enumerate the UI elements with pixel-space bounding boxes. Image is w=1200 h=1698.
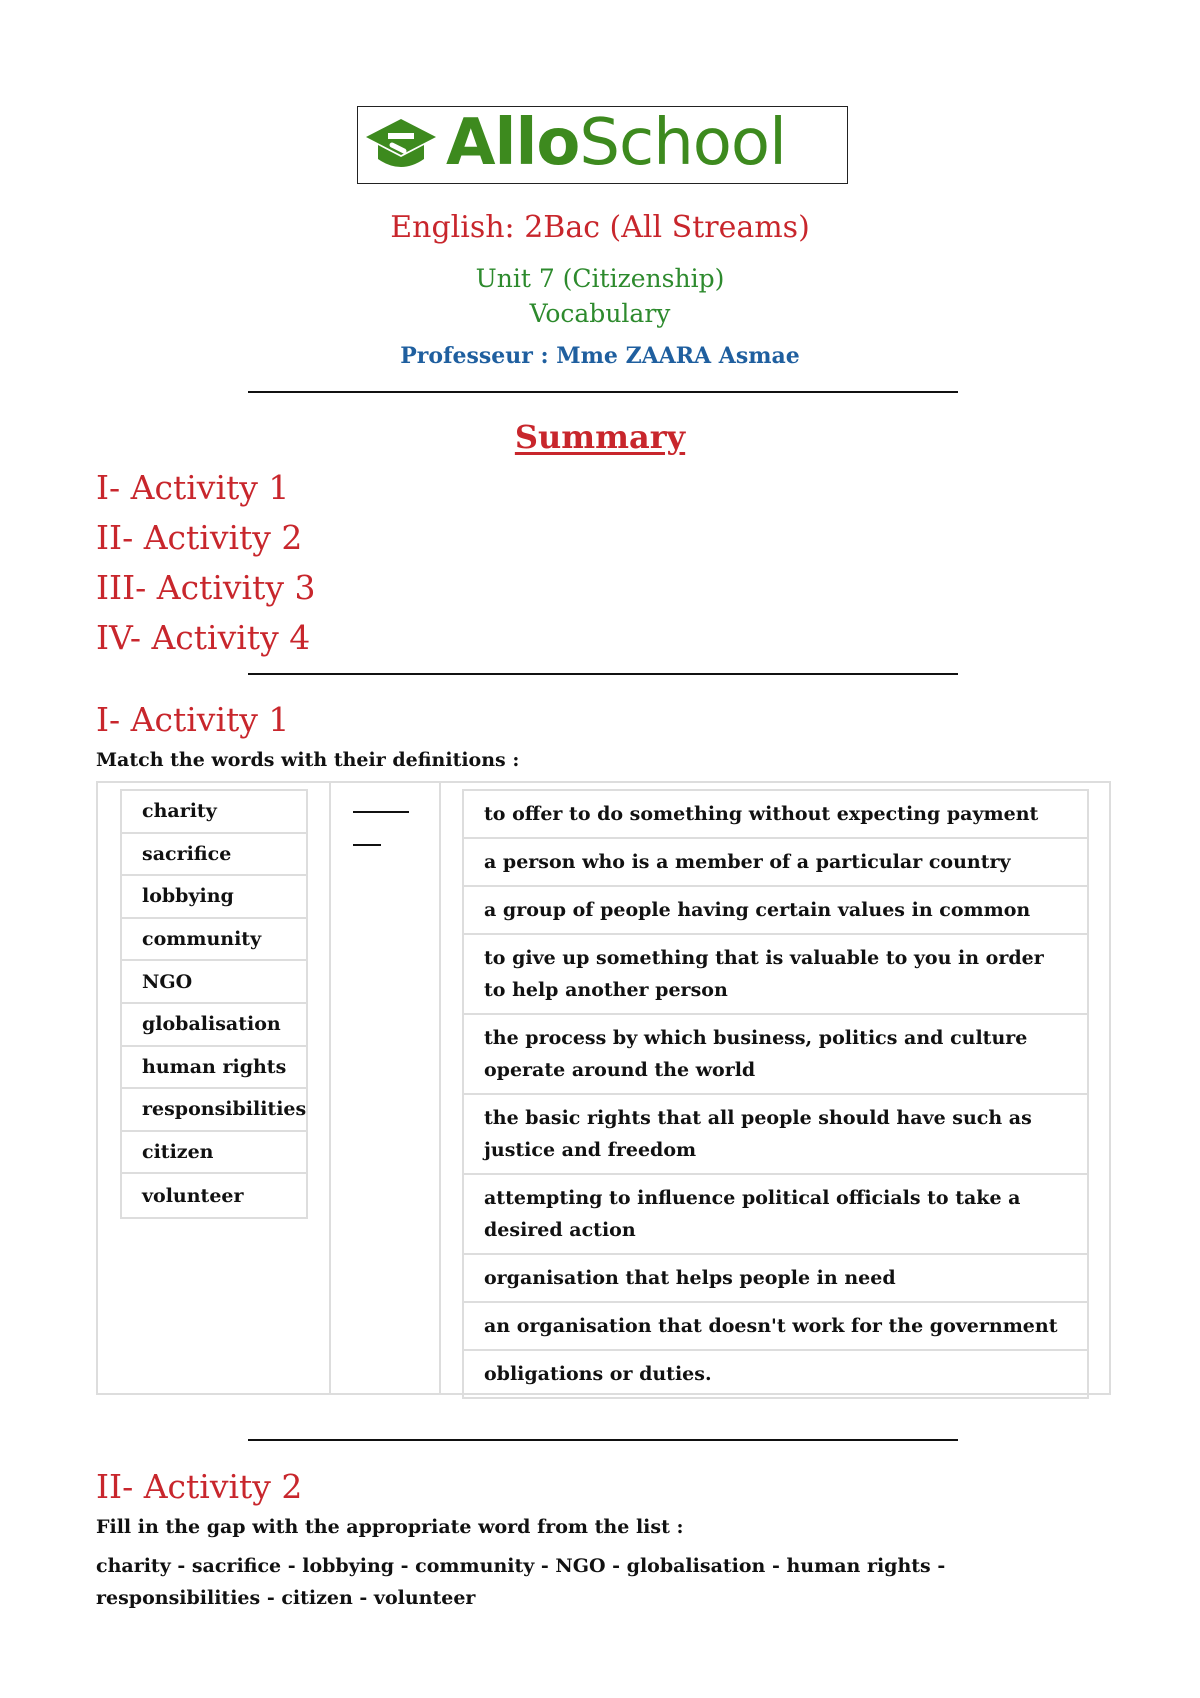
definition-cell: the basic rights that all people should have such as justice and freedom — [464, 1095, 1087, 1175]
summary-item[interactable]: I- Activity 1 — [96, 468, 290, 507]
word-list: charity - sacrifice - lobbying - community - NGO - globalisation - human rights - responsibilities - citizen - volunteer — [96, 1555, 946, 1609]
column-divider — [329, 783, 331, 1393]
definition-cell: a group of people having certain values in common — [464, 887, 1087, 935]
matching-table — [96, 781, 1111, 1395]
logo-wordmark: AlloSchool — [446, 106, 786, 180]
divider — [248, 673, 958, 675]
word-cell: community — [122, 919, 306, 962]
definition-cell: a person who is a member of a particular country — [464, 839, 1087, 887]
summary-item[interactable]: IV- Activity 4 — [96, 618, 311, 657]
alloschool-logo — [357, 106, 848, 184]
definition-cell: an organisation that doesn't work for the government — [464, 1303, 1087, 1351]
word-cell: volunteer — [142, 1184, 244, 1207]
summary-item[interactable]: II- Activity 2 — [96, 518, 303, 557]
definition-cell: obligations or duties. — [484, 1363, 712, 1385]
definition-cell: to offer to do something without expecting payment — [464, 791, 1087, 839]
subject-title: Vocabulary — [529, 299, 671, 328]
activity2-heading: II- Activity 2 — [96, 1467, 303, 1506]
graduation-cap-icon — [364, 115, 438, 175]
word-cell: responsibilities — [122, 1089, 306, 1132]
definition-cell: attempting to influence political officials to take a desired action — [464, 1175, 1087, 1255]
words-column — [120, 789, 308, 1219]
activity1-instruction: Match the words with their definitions : — [96, 749, 520, 771]
divider — [248, 1439, 958, 1441]
word-cell: globalisation — [122, 1004, 306, 1047]
definition-cell: the process by which business, politics and culture operate around the world — [464, 1015, 1087, 1095]
answer-blank-line — [353, 844, 381, 846]
activity1-heading: I- Activity 1 — [96, 700, 290, 739]
answer-blank-line — [353, 811, 409, 813]
divider — [248, 391, 958, 393]
word-cell: NGO — [122, 961, 306, 1004]
professor-name: Professeur : Mme ZAARA Asmae — [400, 343, 800, 369]
activity2-instruction: Fill in the gap with the appropriate word from the list : — [96, 1516, 684, 1538]
summary-item[interactable]: III- Activity 3 — [96, 568, 316, 607]
word-cell: citizen — [122, 1132, 306, 1175]
word-cell: human rights — [122, 1047, 306, 1090]
word-cell: sacrifice — [122, 834, 306, 877]
word-cell: charity — [122, 791, 306, 834]
definitions-column — [462, 789, 1089, 1399]
definition-cell: to give up something that is valuable to you in order to help another person — [464, 935, 1087, 1015]
definition-cell: organisation that helps people in need — [464, 1255, 1087, 1303]
course-title: English: 2Bac (All Streams) — [390, 210, 810, 245]
word-cell: lobbying — [122, 876, 306, 919]
summary-title: Summary — [514, 418, 686, 456]
column-divider — [439, 783, 441, 1393]
unit-title: Unit 7 (Citizenship) — [475, 264, 725, 293]
